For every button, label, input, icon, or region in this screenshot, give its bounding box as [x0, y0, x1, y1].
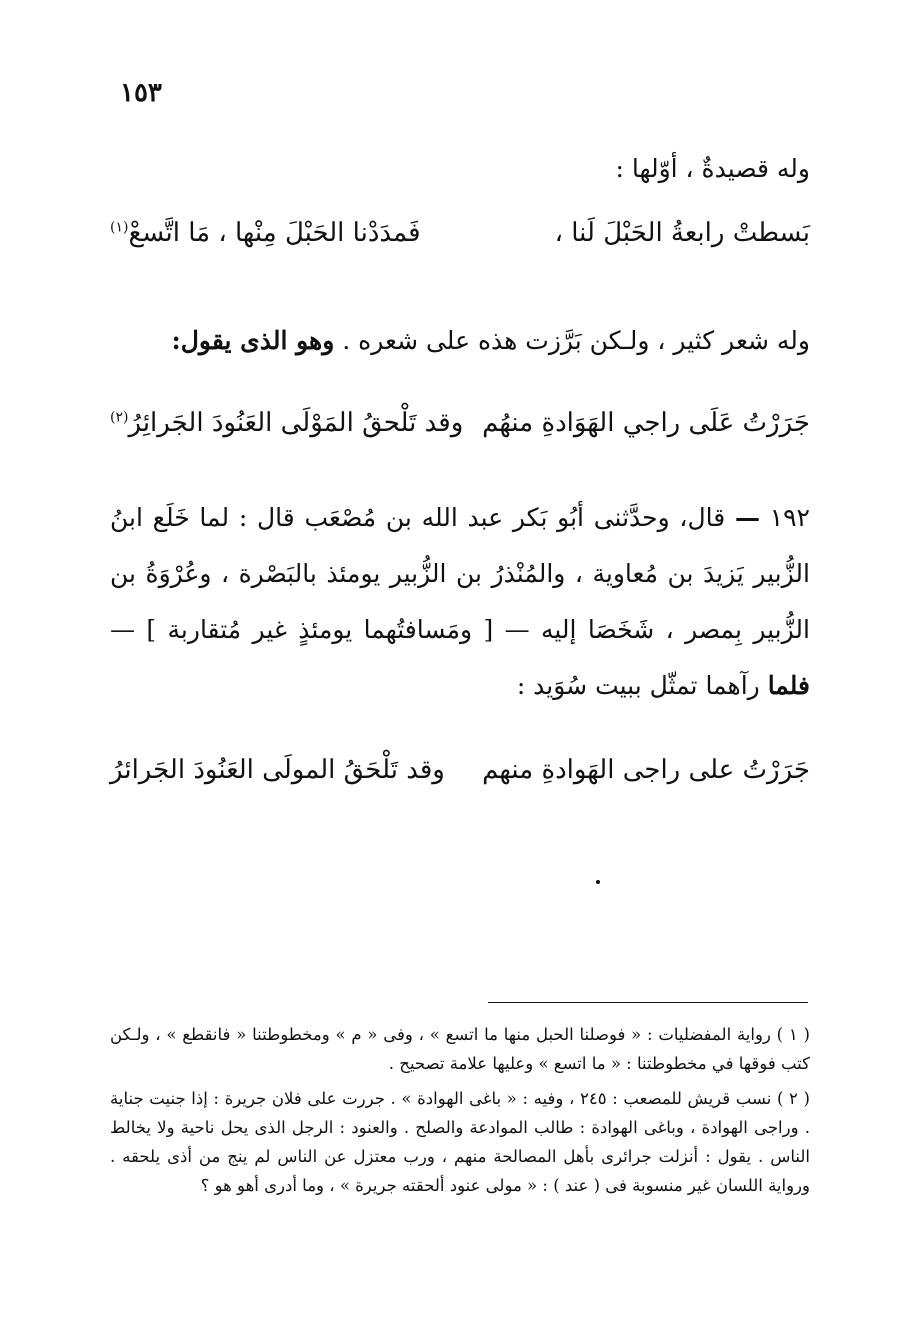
comment-line	[110, 322, 810, 360]
comment-bold-text: وهو الذى يقول:	[171, 326, 335, 355]
footnote-2-text: ( ٢ ) نسب قريش للمصعب : ٢٤٥ ، وفيه : « باغى الهوادة » . جررت على فلان جريرة : إذا جنيت جناية . وراجى الهوادة ، وباغى الهوادة : طالب الموادعة والصلح . والعنود : الرجل الذى يحل ناحية ولا يخالط الناس . يقول : أنزلت جرائرى بأهل المصالحة منهم ، ورب معتزل عن الناس لم ينج من أذى يلحقه . ورواية اللسان غير منسوبة فى ( عند ) : « مولى عنود ألحقته جريرة » ،	[110, 1089, 810, 1195]
comment-text: وله شعر كثير ، ولـكن بَرَّزت هذه على شعره .	[342, 326, 810, 355]
footnote-1: ( ١ ) رواية المفضليات : « فوصلنا الحبل منها ما اتسع » ، وفى « م » ومخطوطتنا « فانقطع » ، ولـكن كتب فوقها في مخطوطتنا : « ما اتسع » وعليها علامة تصحيح .	[110, 1025, 810, 1073]
footnote-divider	[488, 1002, 808, 1003]
page-number: ١٥٣	[120, 78, 162, 108]
footnote-2-closing: وما أدرى أهو هو ؟	[200, 1176, 324, 1195]
verse-1	[110, 218, 810, 248]
intro-line: وله قصيدةٌ ، أوّلها :	[615, 154, 810, 183]
verse-2-hemistich-right: جَرَرْتُ عَلَى راجي الهَوَادةِ منهُم	[482, 408, 810, 438]
verse-3	[110, 755, 810, 785]
verse-3-hemistich-right: جَرَرْتُ على راجى الهَوادةِ منهم	[482, 755, 810, 785]
verse-2-hemistich-left: وقد تَلْحقُ المَوْلَى العَنُودَ الجَرائِرُ$^{(٢)}$	[110, 408, 464, 438]
paragraph-192	[110, 490, 810, 714]
footnote-marker-1: (١)	[110, 219, 129, 236]
verse-1-hemistich-left: فَمدَدْنا الحَبْلَ مِنْها ، مَا اتَّسعْ$^{(١)}$	[110, 218, 421, 248]
footnote-2	[110, 1084, 810, 1200]
verse-1-hemistich-right: بَسطتْ رابعةُ الحَبْلَ لَنا ،	[554, 218, 810, 248]
footnote-marker-2: (٢)	[110, 409, 129, 426]
paragraph-text-b: رآهما تمثّل ببيت سُوَيد :	[516, 671, 760, 700]
paragraph-bold-word: فلما	[767, 671, 810, 700]
paragraph-number: ١٩٢	[769, 503, 810, 532]
paragraph-text-a: قال، وحدَّثنى أبُو بَكر عبد الله بن مُصْعَب قال : لما خَلَع ابنُ الزُّبير يَزيدَ بن مُعاوية ، والمُنْذرُ بن الزُّبير يومئذ بالبَصْرة ، وعُرْوَةُ بن الزُّبير بِمصر ، شَخَصَا إليه — [ ومَسافتُهما يومئذٍ غير مُتقاربة ] —	[110, 503, 810, 644]
footnotes	[110, 1020, 810, 1206]
paragraph-dash: —	[734, 503, 760, 532]
verse-3-hemistich-left: وقد تَلْحَقُ المولَى العَنُودَ الجَرائرُ	[110, 755, 445, 785]
verse-2	[110, 408, 810, 438]
stray-dot	[596, 880, 600, 884]
